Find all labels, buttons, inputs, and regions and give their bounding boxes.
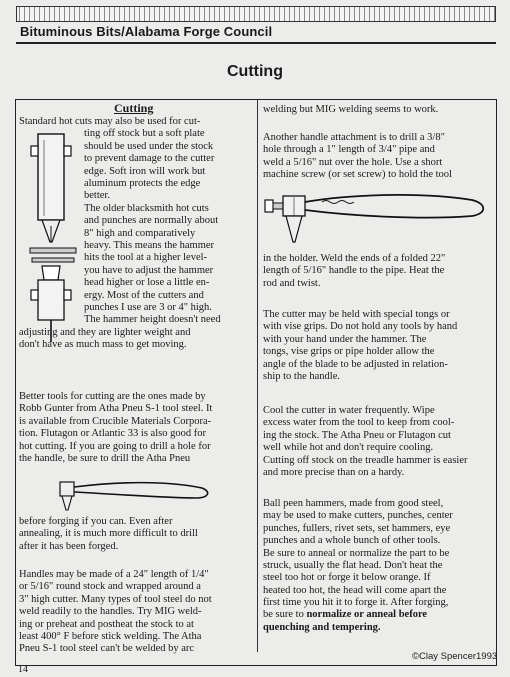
text-line: hot cutting. If you are going to drill a hole for <box>19 440 211 452</box>
text-line: in the holder. Weld the ends of a folded 22" <box>263 253 446 264</box>
text-line: aluminum protects the edge <box>84 178 201 189</box>
text-line: struck, usually the flat head. Don't heat the <box>263 560 443 571</box>
text-line: ship to the handle. <box>263 371 340 382</box>
text-line: Pneu S-1 tool steel can't be welded by arc <box>19 643 195 655</box>
text-line: The cutter may be held with special tongs or <box>263 309 450 320</box>
text-line: 3" high cutter. Many types of tool steel do not <box>19 593 212 605</box>
text-line: 8" high and comparatively <box>84 227 196 239</box>
column-divider <box>257 99 258 652</box>
author-credit: ©Clay Spencer1993 <box>412 651 498 662</box>
decorative-top-border <box>16 6 496 22</box>
text-line: Another handle attachment is to drill a 3/8" <box>263 132 445 143</box>
text-line: punches I use are 3 or 4" high. <box>84 302 212 313</box>
text-line: heated too hot, the head will come apart the <box>263 584 447 596</box>
text-line: ergy. Most of the cutters and <box>84 289 204 301</box>
page-number: 14 <box>18 664 28 675</box>
text-line: before forging if you can. Even after <box>19 516 173 527</box>
text-line: Cool the cutter in water frequently. Wipe <box>263 405 435 416</box>
text-line: Cutting off stock on the treadle hammer is easier <box>263 454 468 466</box>
text-line: welding but MIG welding seems to work. <box>263 104 439 115</box>
text-line: don't have as much mass to get moving. <box>19 339 187 351</box>
text-line: should be used under the stock <box>84 140 214 152</box>
text-line: first time you hit it to forge it. After forging, <box>263 597 449 609</box>
text-line: Be sure to anneal or normalize the part to be <box>263 547 450 559</box>
text-line: ting off stock but a soft plate <box>84 128 205 140</box>
text-line: length of 5/16" handle to the pipe. Heat the <box>263 265 445 277</box>
text-line: tongs, vise grips or pipe holder allow the <box>263 346 435 358</box>
text-line: is available from Crucible Materials Corpora- <box>19 415 212 427</box>
text-line: or 5/16" round stock and wrapped around a <box>19 581 201 593</box>
text-line: Standard hot cuts may also be used for cut- <box>19 116 201 127</box>
header-rule <box>16 42 496 44</box>
text-line: the handle, be sure to drill the Atha Pneu <box>19 453 191 464</box>
text-line: The older blacksmith hot cuts <box>84 202 209 214</box>
article-subtitle: Cutting <box>114 101 154 115</box>
text-line: head higher or lose a little en- <box>84 277 210 289</box>
text-line: least 400° F before stick welding. The Atha <box>19 631 202 642</box>
text-line: tion. Flutagon or Atlantic 33 is also good for <box>19 428 206 440</box>
text-line: Handles may be made of a 24" length of 1/4" <box>19 569 209 580</box>
text-line: Better tools for cutting are the ones made by <box>19 391 206 402</box>
text-line: steel too hot or forge it below orange. If <box>263 572 431 584</box>
text-line: heavy. This means the hammer <box>84 240 215 251</box>
text-line: machine screw (or set screw) to hold the tool <box>263 169 452 181</box>
text-line: better. <box>84 190 110 202</box>
page-title: Cutting <box>227 63 283 80</box>
text-line: you have to adjust the hammer <box>84 264 214 276</box>
text-line: Robb Gunter from Atha Pneu S-1 tool steel. It <box>19 403 213 415</box>
publication-header: Bituminous Bits/Alabama Forge Council <box>20 24 273 39</box>
text-line: after it has been forged. <box>19 540 119 552</box>
text-line: rod and twist. <box>263 277 321 289</box>
text-line: excess water from the tool to keep from cool- <box>263 417 455 429</box>
text-line: with your hand under the hammer. The <box>263 333 427 345</box>
text-line: ing or preheat and postheat the stock to at <box>19 618 194 630</box>
text-line: hole through a 1" length of 3/4" pipe and <box>263 144 435 156</box>
text-line: edge. Soft iron will work but <box>84 165 206 177</box>
text-line: annealing, it is much more difficult to drill <box>19 528 198 540</box>
text-line: well while hot and don't require cooling. <box>263 442 434 454</box>
text-line: punches, fullers, rivet sets, set hammers, eye <box>263 522 451 534</box>
text-line: The hammer height doesn't need <box>84 314 221 326</box>
text-line: ing the stock. The Atha Pneu or Flutagon cut <box>263 429 451 441</box>
text-line: with vise grips. Do not hold any tools by hand <box>263 321 458 333</box>
text-line: weld readily to the handles. Try MIG weld- <box>19 606 202 618</box>
hot-cut-tool-illustration <box>22 130 84 345</box>
text-line: and more precise than on a hardy. <box>263 467 405 478</box>
text-line: hits the tool at a higher level- <box>84 252 208 264</box>
text-line: angle of the blade to be adjusted in relation- <box>263 358 448 370</box>
text-line: and punches are normally about <box>84 215 219 227</box>
text-line: to prevent damage to the cutter <box>84 153 215 165</box>
bold-instruction-1 <box>263 609 427 621</box>
bold-instruction-2: quenching and tempering. <box>263 622 381 633</box>
text-line: may be used to make cutters, punches, center <box>263 510 453 522</box>
bold-instruction-text-1: normalize or anneal before <box>306 609 428 620</box>
text-line: adjusting and they are lighter weight and <box>19 326 191 338</box>
instruction-prefix: be sure to <box>263 609 307 620</box>
text-line: punches and a whole bunch of other tools. <box>263 535 441 547</box>
text-line: weld a 5/16" nut over the hole. Use a short <box>263 156 443 168</box>
looped-handle-cutter-illustration <box>54 478 214 516</box>
text-line: Ball peen hammers, made from good steel, <box>263 498 444 509</box>
pipe-holder-handle-illustration <box>262 190 490 246</box>
